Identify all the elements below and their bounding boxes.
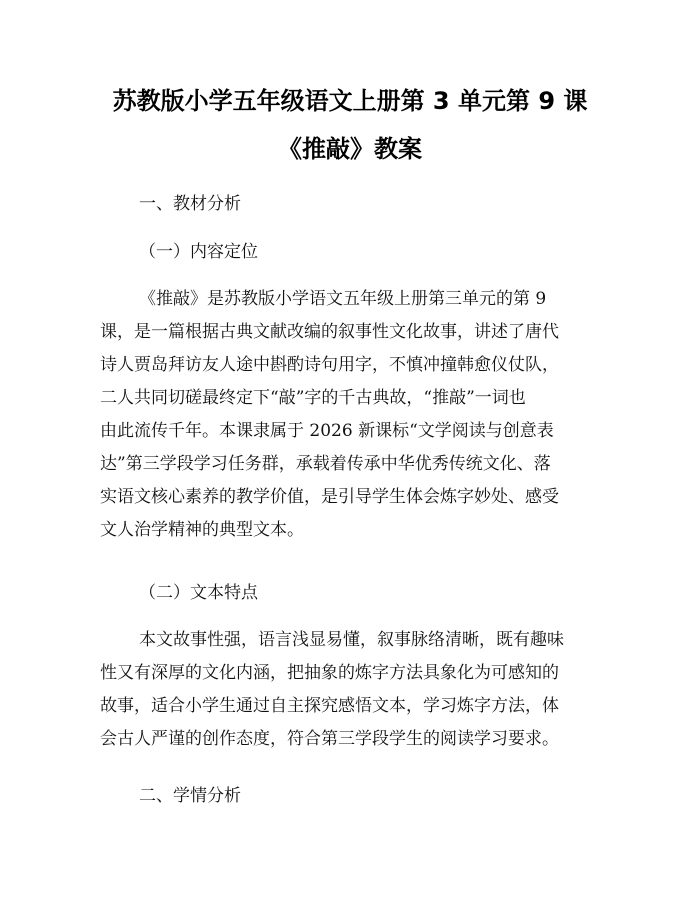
paragraph-line: 诗人贾岛拜访友人途中斟酌诗句用字，不慎冲撞韩愈仪仗队， bbox=[100, 355, 559, 375]
paragraph-line: 由此流传千年。本课隶属于 2026 新课标“文学阅读与创意表 bbox=[100, 421, 554, 441]
document-title-line-2: 《推敲》教案 bbox=[278, 135, 422, 163]
section-heading-learner-analysis: 二、学情分析 bbox=[139, 786, 241, 806]
paragraph-line: 故事，适合小学生通过自主探究感悟文本，学习炼字方法，体 bbox=[100, 696, 559, 716]
paragraph-line: 本文故事性强，语言浅显易懂，叙事脉络清晰，既有趣味 bbox=[139, 630, 564, 650]
paragraph-line: 性又有深厚的文化内涵，把抽象的炼字方法具象化为可感知的 bbox=[100, 663, 559, 683]
paragraph-line: 实语文核心素养的教学价值，是引导学生体会炼字妙处、感受 bbox=[100, 487, 559, 507]
paragraph-line: 《推敲》是苏教版小学语文五年级上册第三单元的第 9 bbox=[139, 289, 547, 309]
paragraph-line: 文人治学精神的典型文本。 bbox=[100, 520, 304, 540]
subsection-heading-text-features: （二）文本特点 bbox=[139, 583, 258, 603]
paragraph-line: 课，是一篇根据古典文献改编的叙事性文化故事，讲述了唐代 bbox=[100, 322, 559, 342]
paragraph-line: 会古人严谨的创作态度，符合第三学段学生的阅读学习要求。 bbox=[100, 729, 559, 749]
paragraph-line: 二人共同切磋最终定下“敲”字的千古典故，“推敲”一词也 bbox=[100, 388, 526, 408]
document-title-line-1: 苏教版小学五年级语文上册第 3 单元第 9 课 bbox=[112, 87, 588, 115]
section-heading-textbook-analysis: 一、教材分析 bbox=[139, 194, 241, 214]
subsection-heading-content-positioning: （一）内容定位 bbox=[139, 242, 258, 262]
paragraph-line: 达”第三学段学习任务群，承载着传承中华优秀传统文化、落 bbox=[100, 454, 551, 474]
